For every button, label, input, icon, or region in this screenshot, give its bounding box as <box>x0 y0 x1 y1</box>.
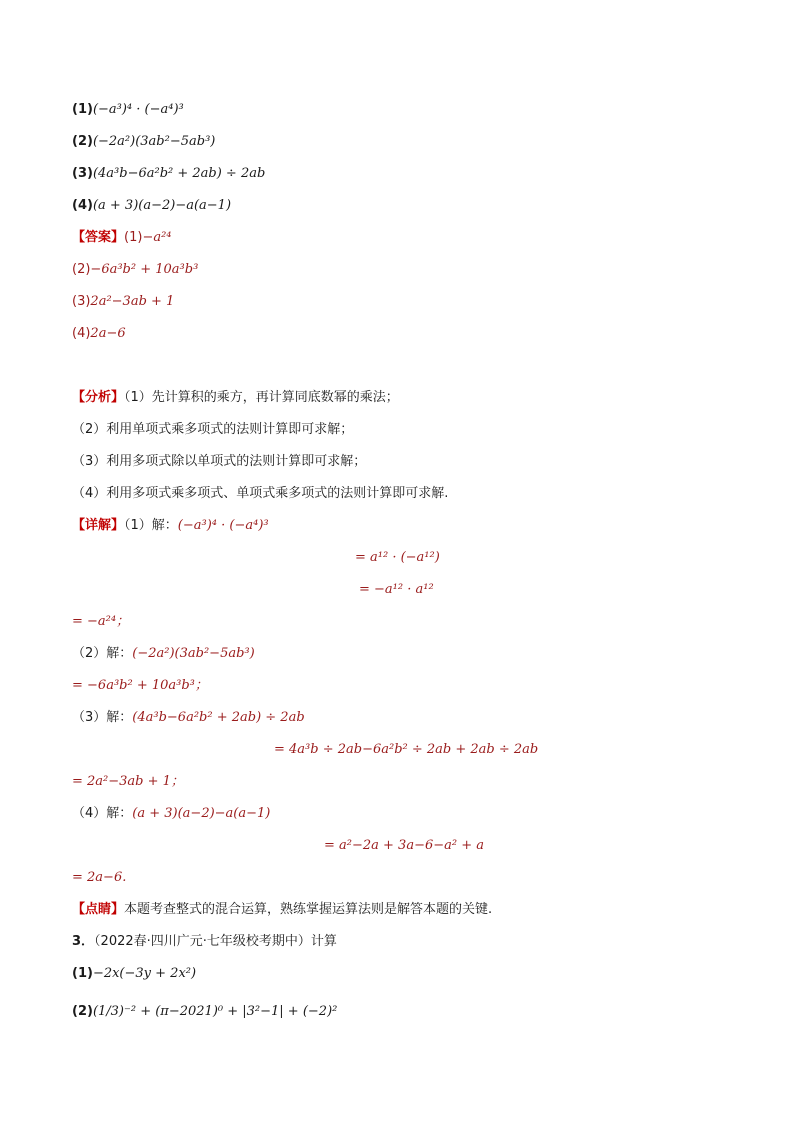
comment-text: 本题考查整式的混合运算，熟练掌握运算法则是解答本题的关键. <box>124 902 493 917</box>
detail-p4 <box>72 805 270 823</box>
answer-4-value: 2a−6 <box>90 326 126 341</box>
detail-p4-step2: = 2a−6. <box>72 870 127 885</box>
next-problem-item-1-expr: −2x(−3y + 2x²) <box>92 966 197 981</box>
next-problem-source: （2022春·四川广元·七年级校考期中）计算 <box>94 934 337 949</box>
problem-3 <box>72 165 265 183</box>
detail-p3 <box>72 709 305 727</box>
analysis-line-1 <box>72 389 399 407</box>
next-problem-item-1 <box>72 965 196 983</box>
detail-p4-label: （4）解： <box>72 806 133 821</box>
analysis-tag: 【分析】 <box>72 390 125 405</box>
problem-3-expr: (4a³b−6a²b² + 2ab) ÷ 2ab <box>92 166 266 181</box>
problem-1-expr: (−a³)⁴ · (−a⁴)³ <box>92 102 184 117</box>
analysis-line-4: （4）利用多项式乘多项式、单项式乘多项式的法则计算即可求解. <box>72 486 449 501</box>
answer-1 <box>72 229 172 247</box>
detail-p1-step2: = −a¹² · a¹² <box>359 582 434 597</box>
detail-p4-step1: = a²−2a + 3a−6−a² + a <box>324 838 485 853</box>
detail-p2-expr: (−2a²)(3ab²−5ab³) <box>132 646 255 661</box>
detail-p4-expr: (a + 3)(a−2)−a(a−1) <box>132 806 271 821</box>
next-problem-number: 3． <box>72 934 95 949</box>
detail-p1 <box>72 517 269 535</box>
analysis-text-1: （1）先计算积的乘方，再计算同底数幂的乘法； <box>124 390 399 405</box>
detail-p2-label: （2）解： <box>72 646 133 661</box>
detail-p3-step1: = 4a³b ÷ 2ab−6a²b² ÷ 2ab + 2ab ÷ 2ab <box>274 742 539 757</box>
answer-1-label: (1) <box>124 230 143 245</box>
next-problem-header <box>72 933 337 951</box>
next-problem-item-2-label: (2) <box>72 1004 93 1019</box>
problem-3-label: (3) <box>72 166 93 181</box>
answer-3-value: 2a²−3ab + 1 <box>90 294 175 309</box>
detail-p2-step1: = −6a³b² + 10a³b³； <box>72 678 208 693</box>
detail-p1-step1: = a¹² · (−a¹²) <box>355 550 440 565</box>
detail-p3-step2: = 2a²−3ab + 1； <box>72 774 184 789</box>
problem-4 <box>72 197 231 215</box>
answer-tag: 【答案】 <box>72 230 125 245</box>
problem-2 <box>72 133 215 151</box>
answer-4 <box>72 325 126 343</box>
next-problem-item-2 <box>72 1003 337 1021</box>
detail-tag: 【详解】 <box>72 518 125 533</box>
answer-2 <box>72 261 198 279</box>
analysis-line-2: （2）利用单项式乘多项式的法则计算即可求解； <box>72 422 354 437</box>
comment-line <box>72 901 492 919</box>
analysis-line-3: （3）利用多项式除以单项式的法则计算即可求解； <box>72 454 367 469</box>
problem-2-label: (2) <box>72 134 93 149</box>
comment-tag: 【点睛】 <box>72 902 125 917</box>
problem-4-expr: (a + 3)(a−2)−a(a−1) <box>92 198 232 213</box>
answer-1-value: −a²⁴ <box>142 230 172 245</box>
detail-p1-label: （1）解： <box>124 518 178 533</box>
problem-2-expr: (−2a²)(3ab²−5ab³) <box>92 134 216 149</box>
answer-2-value: −6a³b² + 10a³b³ <box>90 262 199 277</box>
detail-p1-step3: = −a²⁴； <box>72 614 130 629</box>
detail-p1-expr: (−a³)⁴ · (−a⁴)³ <box>177 518 269 533</box>
next-problem-item-2-expr: (1/3)⁻² + (π−2021)⁰ + |3²−1| + (−2)² <box>92 1004 338 1019</box>
problem-4-label: (4) <box>72 198 93 213</box>
detail-p3-label: （3）解： <box>72 710 133 725</box>
answer-3 <box>72 293 174 311</box>
problem-1-label: (1) <box>72 102 93 117</box>
next-problem-item-1-label: (1) <box>72 966 93 981</box>
answer-3-label: (3) <box>72 294 91 309</box>
problem-1 <box>72 101 184 119</box>
answer-2-label: (2) <box>72 262 91 277</box>
detail-p3-expr: (4a³b−6a²b² + 2ab) ÷ 2ab <box>132 710 305 725</box>
detail-p2 <box>72 645 255 663</box>
answer-4-label: (4) <box>72 326 91 341</box>
